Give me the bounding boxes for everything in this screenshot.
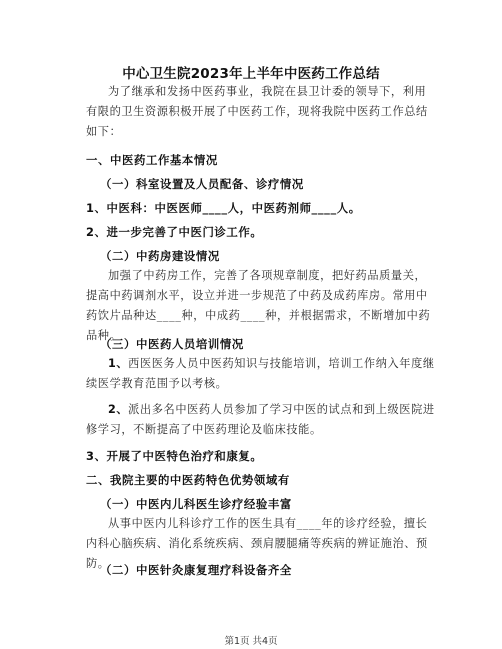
section-1-sub-2-paragraph: 加强了中药房工作，完善了各项规章制度，把好药品质量关，提高中药调剂水平，设立并进一步规范了中药及成药库房。常用中药饮片品种达____种，中成药____种，并根据需求，不断增加中药品种。: [86, 269, 431, 342]
item-number: 2、: [108, 403, 129, 416]
item-text: 西医医务人员中医药知识与技能培训，培训工作纳入年度继续医学教育范围予以考核。: [86, 357, 435, 390]
section-2-sub-2-heading: （二）中医针灸康复理疗科设备齐全: [100, 563, 292, 577]
section-1-sub-3-item-3: 3、开展了中医特色治疗和康复。: [86, 449, 263, 463]
section-1-heading: 一、中医药工作基本情况: [86, 153, 218, 167]
page-footer: 第1页 共4页: [224, 636, 278, 647]
section-1-sub-3-heading: （三）中医药人员培训情况: [100, 337, 244, 351]
section-2-sub-1-paragraph: 从事中医内儿科诊疗工作的医生具有____年的诊疗经验，擅长内科心脑疾病、消化系统疾病、颈肩腰腿痛等疾病的辨证施治、预防。: [86, 517, 428, 570]
section-2-sub-1-heading: （一）中医内儿科医生诊疗经验丰富: [100, 497, 292, 511]
section-1-sub-3-item-1: [86, 354, 436, 394]
section-2-heading: 二、我院主要的中医药特色优势领域有: [86, 473, 290, 487]
section-1-sub-3-item-2: [86, 400, 436, 440]
section-1-sub-1-heading: （一）科室设置及人员配备、诊疗情况: [100, 177, 304, 191]
document-title: 中心卫生院2023年上半年中医药工作总结: [122, 66, 380, 82]
intro-paragraph: 为了继承和发扬中医药事业，我院在县卫计委的领导下，利用有限的卫生资源积极开展了中医药工作，现将我院中医药工作总结如下：: [86, 85, 428, 138]
section-1-sub-1-item-2: 2、进一步完善了中医门诊工作。: [86, 225, 263, 239]
item-text: 派出多名中医药人员参加了学习中医的试点和到上级医院进修学习，不断提高了中医药理论及临床技能。: [86, 403, 435, 436]
item-number: 1、: [108, 357, 129, 370]
section-1-sub-2-heading: （二）中药房建设情况: [100, 249, 220, 263]
section-1-sub-1-item-1: 1、中医科：中医医师____人，中医药剂师____人。: [86, 201, 361, 215]
